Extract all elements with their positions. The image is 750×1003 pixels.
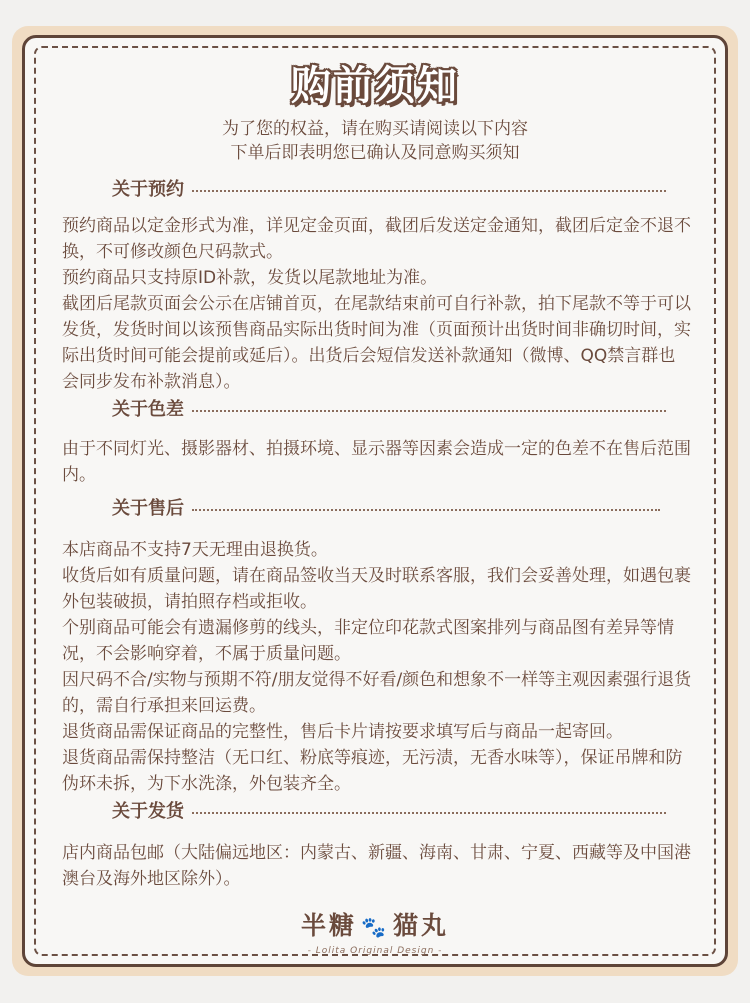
brand-name-right: 猫丸 <box>392 911 449 940</box>
paragraph: 本店商品不支持7天无理由退换货。 <box>62 540 328 560</box>
section-heading-label: 关于发货 <box>112 801 184 822</box>
paw-icon: 🐾 <box>361 915 389 939</box>
section-body-reservation <box>62 213 692 395</box>
paragraph: 截团后尾款页面会公示在店铺首页，在尾款结束前可自行补款，拍下尾款不等于可以发货，发货时间以该预售商品实际出货时间为准（页面预计出货时间非确切时间，实际出货时间可能会提前或延后）。出货后会短信发送补款通知（微博、QQ禁言群也会同步发布补款消息）。 <box>62 294 691 392</box>
paragraph: 退货商品需保持整洁（无口红、粉底等痕迹，无污渍，无香水味等），保证吊牌和防伪环未拆，为下水洗涤，外包装齐全。 <box>62 748 683 794</box>
section-heading-aftersale <box>112 495 660 519</box>
paragraph: 由于不同灯光、摄影器材、拍摄环境、显示器等因素会造成一定的色差不在售后范围内。 <box>62 439 691 485</box>
dotted-leader <box>192 812 666 814</box>
brand-tagline: - Lolita Original Design - <box>307 946 443 956</box>
dotted-leader <box>192 509 660 511</box>
subtitle-line-1: 为了您的权益，请在购买请阅读以下内容 <box>222 119 528 139</box>
section-body-color <box>62 436 692 488</box>
paragraph: 预约商品以定金形式为准，详见定金页面，截团后发送定金通知，截团后定金不退不换，不可修改颜色尺码款式。 <box>62 216 691 262</box>
section-heading-shipping <box>112 798 666 822</box>
dotted-leader <box>192 410 666 412</box>
section-body-aftersale <box>62 537 692 797</box>
section-heading-label: 关于色差 <box>112 399 184 420</box>
paragraph: 退货商品需保证商品的完整性，售后卡片请按要求填写后与商品一起寄回。 <box>62 722 623 742</box>
section-heading-color <box>112 396 666 420</box>
brand-name-left: 半糖 <box>301 911 358 940</box>
subtitle-line-2: 下单后即表明您已确认及同意购买须知 <box>230 143 520 163</box>
section-heading-label: 关于售后 <box>112 498 184 519</box>
paragraph: 个别商品可能会有遗漏修剪的线头，非定位印花款式图案排列与商品图有差异等情况，不会影响穿着，不属于质量问题。 <box>62 618 674 664</box>
paragraph: 收货后如有质量问题，请在商品签收当天及时联系客服，我们会妥善处理，如遇包裹外包装破损，请拍照存档或拒收。 <box>62 566 691 612</box>
paragraph: 店内商品包邮（大陆偏远地区：内蒙古、新疆、海南、甘肃、宁夏、西藏等及中国港澳台及海外地区除外）。 <box>62 843 691 889</box>
paragraph: 预约商品只支持原ID补款，发货以尾款地址为准。 <box>62 268 438 288</box>
section-heading-reservation <box>112 176 666 200</box>
section-body-shipping <box>62 840 692 892</box>
page-title: 购前须知 <box>291 63 459 109</box>
paragraph: 因尺码不合/实物与预期不符/朋友觉得不好看/颜色和想象不一样等主观因素强行退货的，需自行承担来回运费。 <box>62 670 692 716</box>
brand-logo <box>0 906 750 942</box>
dotted-leader <box>192 190 666 192</box>
section-heading-label: 关于预约 <box>112 179 184 200</box>
